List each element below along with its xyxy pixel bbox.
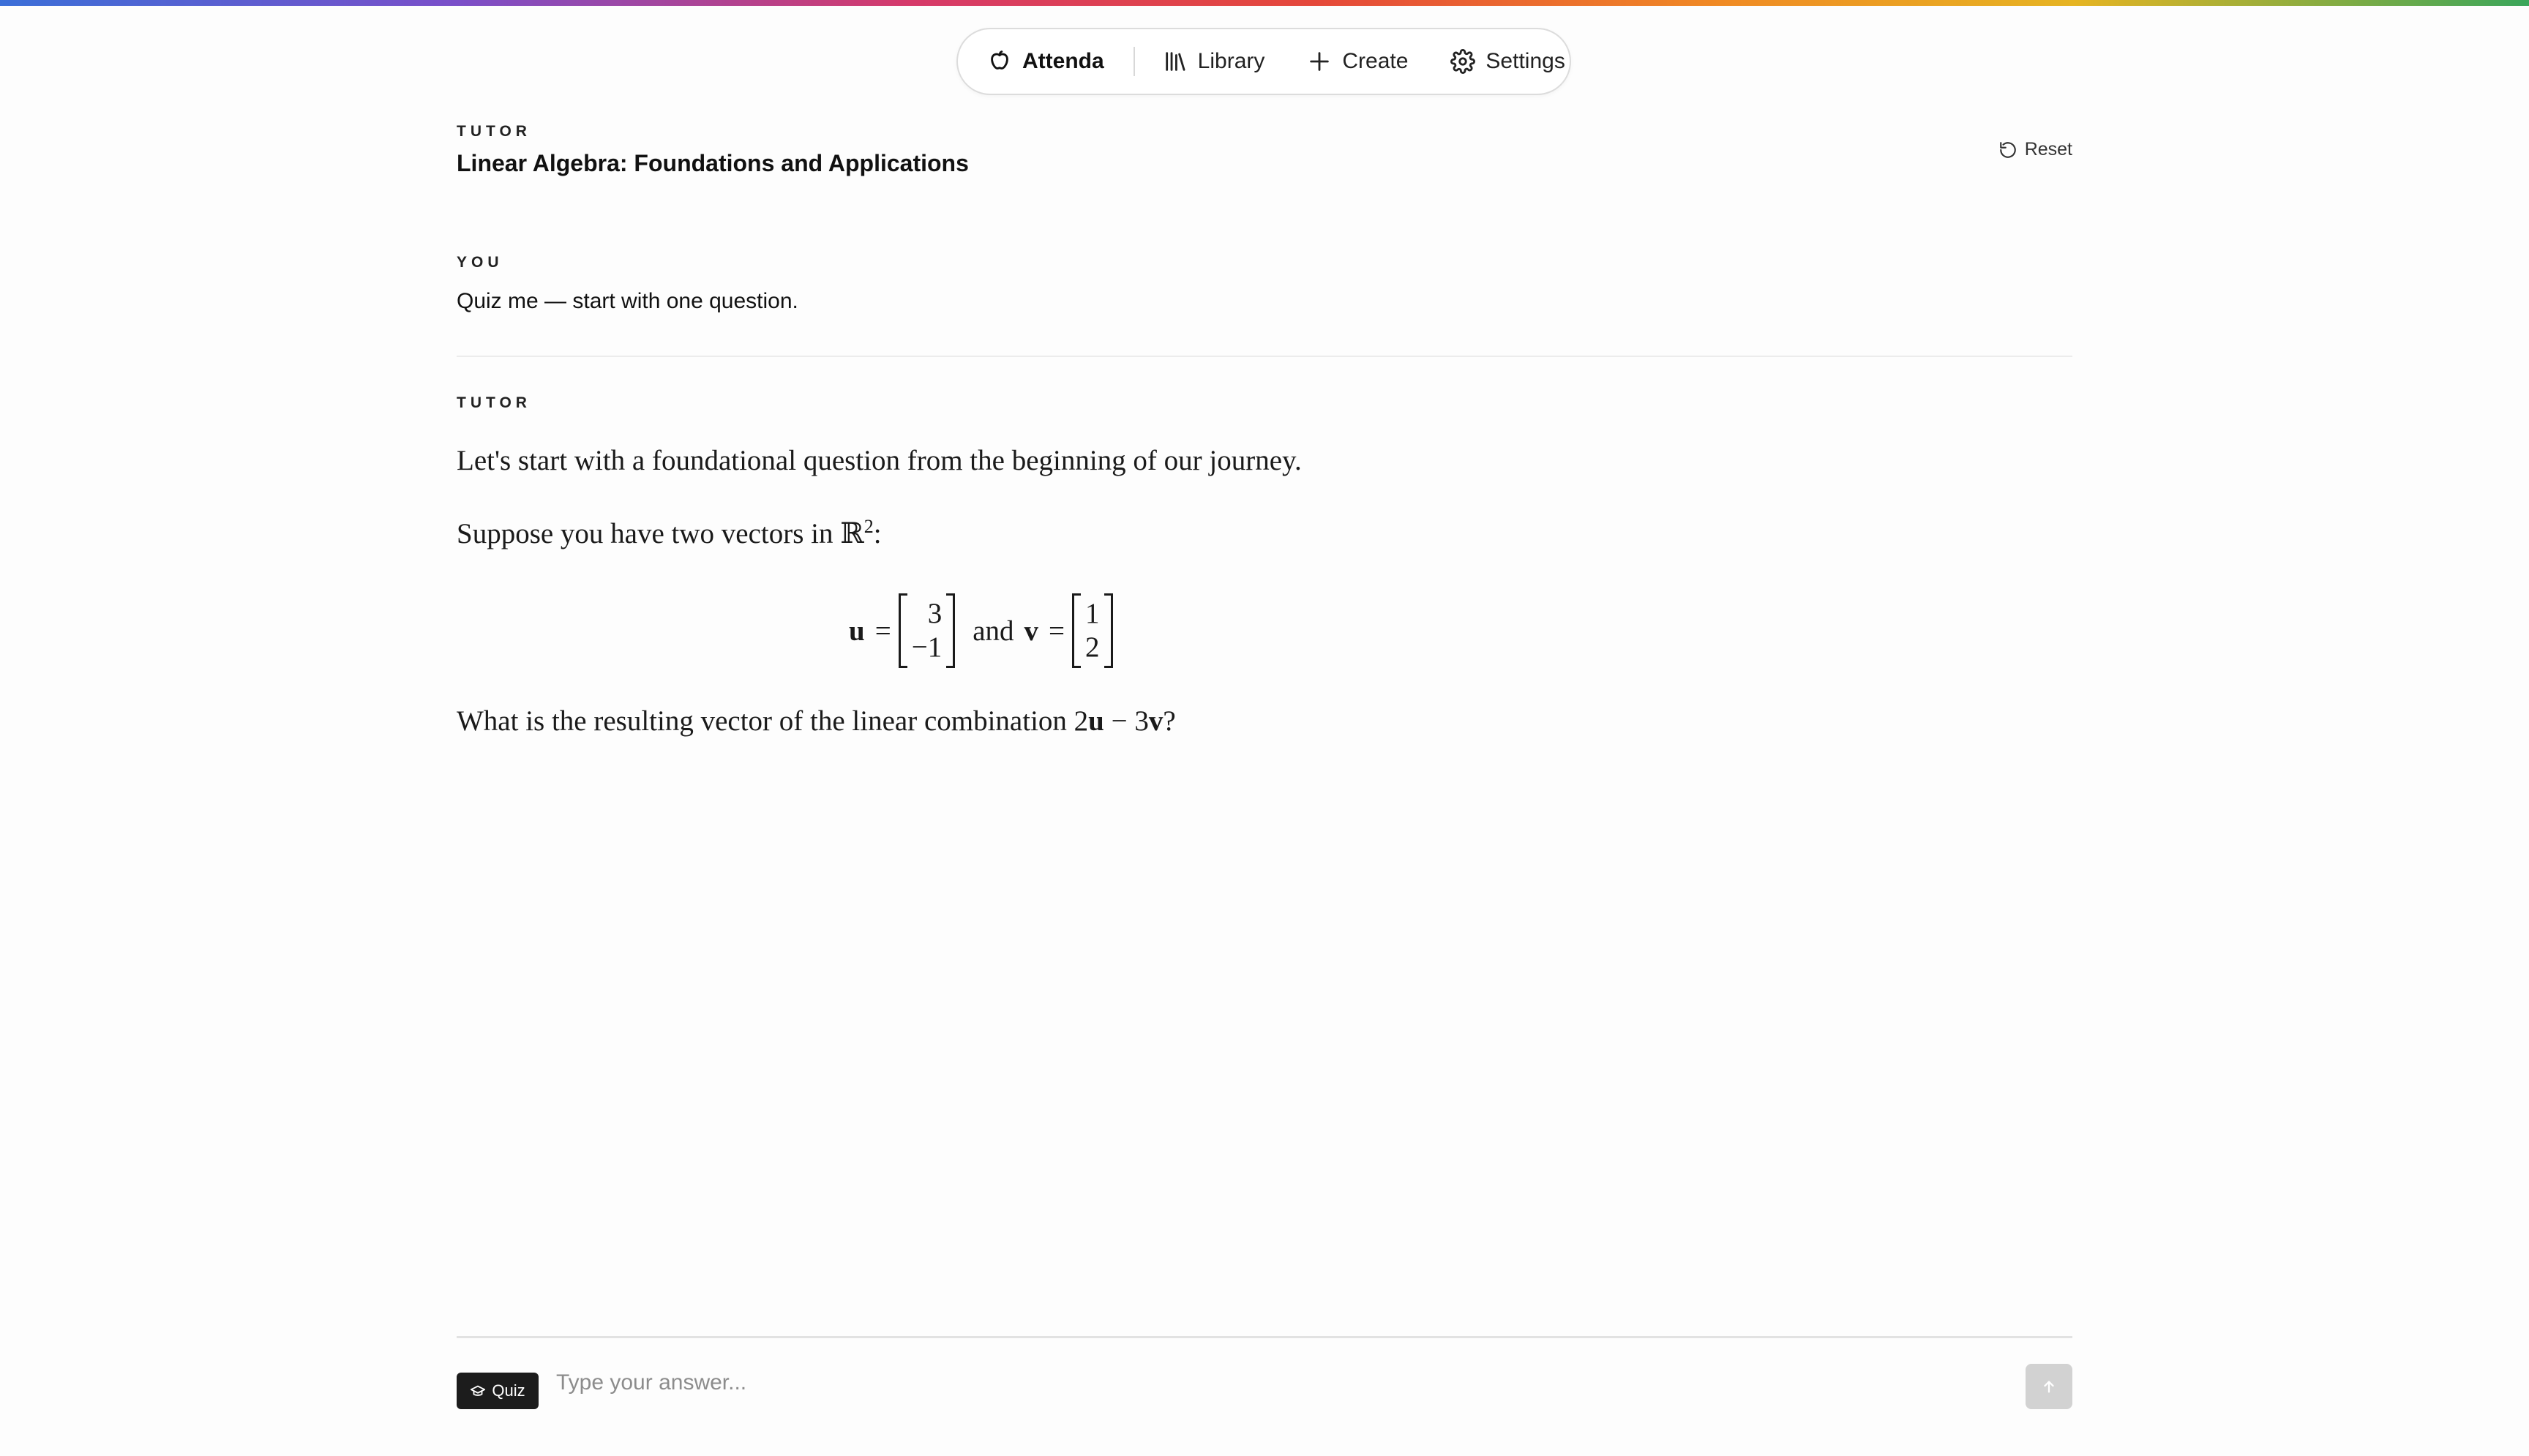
apple-icon [987, 49, 1012, 74]
vector-u [899, 593, 956, 668]
setup-exponent: 2 [863, 516, 874, 537]
bracket-right [1104, 593, 1113, 668]
eq-and: and [973, 615, 1014, 647]
plus-icon [1307, 49, 1332, 74]
reset-label: Reset [2024, 139, 2072, 160]
top-nav [956, 28, 1571, 95]
nav-item-create-label: Create [1342, 49, 1409, 73]
tutor-intro: Let's start with a foundational question from the beginning of our journey. [457, 445, 1302, 476]
bracket-left [899, 593, 907, 668]
message-divider [457, 356, 2072, 357]
bracket-left [1072, 593, 1081, 668]
graduation-cap-icon [470, 1383, 486, 1399]
eq-equals-v: = [1049, 615, 1065, 647]
vector-u-entry: 3 [927, 598, 943, 629]
eq-u-name: u [849, 615, 865, 647]
top-gradient-bar [0, 0, 2529, 6]
eq-equals-u: = [874, 615, 891, 647]
setup-suffix: : [873, 518, 882, 549]
vector-v [1072, 593, 1113, 668]
tutor-setup [457, 516, 882, 550]
nav-brand[interactable] [987, 49, 1104, 74]
reset-button[interactable] [1998, 139, 2072, 160]
vector-u-entries [907, 597, 947, 664]
bracket-right [946, 593, 955, 668]
quiz-mode-label: Quiz [492, 1381, 525, 1400]
library-icon [1163, 49, 1188, 74]
arrow-up-icon [2041, 1378, 2057, 1395]
nav-brand-label: Attenda [1022, 49, 1104, 73]
question-coef-a: 2 [1074, 705, 1089, 737]
eq-v-name: v [1024, 615, 1039, 647]
quiz-mode-button[interactable] [457, 1373, 539, 1409]
nav-separator [1134, 47, 1135, 76]
vector-v-entry: 1 [1085, 598, 1100, 629]
nav-item-settings-label: Settings [1485, 49, 1565, 73]
nav-item-library[interactable] [1163, 49, 1265, 74]
nav-item-create[interactable] [1307, 49, 1408, 74]
question-var-u: u [1088, 705, 1104, 737]
user-message: Quiz me — start with one question. [457, 289, 798, 313]
tutor-question [457, 705, 1176, 738]
page-title: Linear Algebra: Foundations and Applications [457, 150, 969, 176]
nav-item-library-label: Library [1197, 49, 1265, 73]
send-button[interactable] [2026, 1364, 2072, 1409]
header-eyebrow: TUTOR [457, 123, 531, 140]
question-var-v: v [1148, 705, 1164, 737]
vector-v-entry: 2 [1085, 631, 1100, 663]
setup-prefix: Suppose you have two vectors in [457, 518, 841, 549]
setup-space: ℝ [840, 518, 864, 549]
gear-icon [1450, 49, 1475, 74]
answer-input[interactable] [556, 1362, 2005, 1403]
question-minus: − 3 [1104, 705, 1149, 737]
composer-divider [457, 1336, 2072, 1338]
display-equation [849, 590, 1120, 672]
user-role-label: YOU [457, 254, 503, 271]
reset-icon [1998, 140, 2017, 160]
question-suffix: ? [1163, 705, 1176, 737]
tutor-role-label: TUTOR [457, 394, 531, 411]
nav-item-settings[interactable] [1450, 49, 1565, 74]
question-prefix: What is the resulting vector of the linear combination [457, 705, 1074, 737]
vector-u-entry: −1 [911, 631, 943, 663]
vector-v-entries [1081, 597, 1104, 664]
